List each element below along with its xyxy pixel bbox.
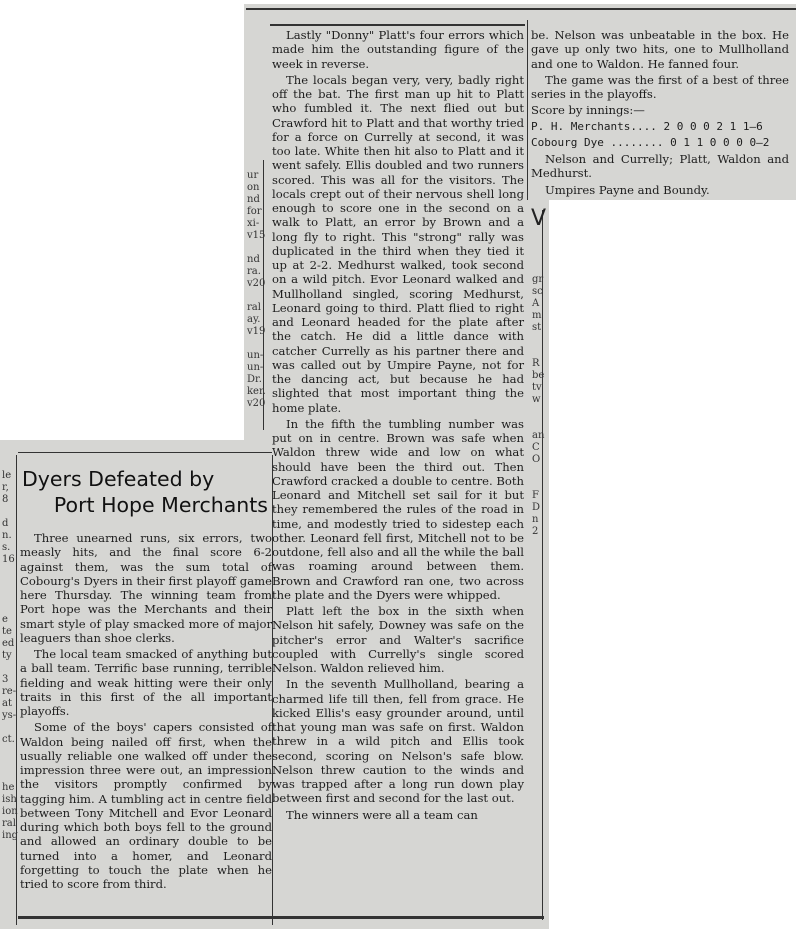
middle-column-rule [270, 24, 525, 26]
line-score-merchants: P. H. Merchants.... 2 0 0 0 2 1 1—6 [531, 119, 763, 133]
adjacent-headline-fragment: V [531, 206, 547, 231]
left-article-column [20, 531, 272, 893]
paragraph: be. Nelson was unbeatable in the box. He gave up only two hits, one to Mullholland and one to Waldon. He fanned four. [531, 28, 789, 71]
middle-article-column [272, 28, 524, 824]
right-article-column [531, 28, 789, 199]
paragraph: Three unearned runs, six errors, two measly hits, and the final score 6-2 against them, was the sum total of Cobourg's Dyers in their first playoff game here Thursday. The winning team from Port hope was the Merchants and their smart style of play smacked more of major leaguers than shoe clerks. [20, 531, 272, 645]
paragraph: Lastly "Donny" Platt's four errors which made him the outstanding figure of the week in reverse. [272, 28, 524, 71]
paragraph: In the seventh Mullholland, bearing a charmed life till then, fell from grace. He kicked Ellis's easy grounder around, until that young man was safe on first. Waldon threw in a wild pitch and Ellis took second, scoring on Nelson's safe blow. Nelson threw caution to the winds and was trapped after a long run down play between first and second for the last out. [272, 677, 524, 806]
line-score-dyers: Cobourg Dye ........ 0 1 1 0 0 0 0—2 [531, 135, 770, 149]
headline-rule [18, 452, 272, 453]
bottom-border-rule [18, 916, 544, 919]
top-border-rule [246, 8, 796, 10]
article-headline [20, 466, 278, 518]
paragraph: Platt left the box in the sixth when Nelson hit safely, Downey was safe on the pitcher's error and Walter's sacrifice coupled with Currelly's single scored Nelson. Waldon relieved him. [272, 604, 524, 675]
umpires-line: Umpires Payne and Boundy. [545, 182, 710, 197]
paragraph: The local team smacked of anything but a ball team. Terrific base running, terrible fielding and weak hitting were their only traits in this first of the all important playoffs. [20, 647, 272, 718]
paragraph: The winners were all a team can [286, 807, 478, 822]
adjacent-column-fragment: ur on nd for xi- v15 nd ra. v20 ral ay. v19 un- un- Dr. ker. v20 [247, 170, 266, 409]
adjacent-column-fragment: le r, 8 d n. s. 16 e te ed ty 3 re- at ys- ct. he ish ion ral ing [2, 470, 19, 841]
paragraph: Some of the boys' capers consisted of Waldon being nailed off first, when the usually reliable one walked off under the impression three were out, an impression the visitors promptly confirmed by tagging him. A tumbling act in centre field between Tony Mitchell and Evor Leonard during which both boys fell to the ground and allowed an ordinary double to be turned into a homer, and Leonard forgetting to touch the plate when he tried to score from third. [20, 720, 272, 891]
headline-line-1: Dyers Defeated by [22, 467, 215, 491]
column-divider-rule [527, 20, 528, 200]
paragraph: The game was the first of a best of three series in the playoffs. [531, 72, 789, 101]
paragraph: In the fifth the tumbling number was put on in centre. Brown was safe when Waldon threw wide and low on what should have been the third out. Then Crawford cracked a double to centre. Both Leonard and Mitchell set sail for it but they remembered the rules of the road in time, and modestly tried to sidestep each other. Leonard fell first, Mitchell not to be outdone, fell also and all the while the ball was roaming around between them. Brown and Crawford ran one, two across the plate and the Dyers were whipped. [272, 416, 524, 602]
score-heading: Score by innings:— [531, 103, 645, 118]
batteries-line: Nelson and Currelly; Platt, Waldon and Medhurst. [531, 152, 789, 181]
headline-line-2: Port Hope Merchants [53, 493, 268, 517]
adjacent-column-fragment: gr sc A m st R be tv w an C O F D n 2 [532, 274, 545, 537]
paragraph: The locals began very, very, badly right off the bat. The first man up hit to Platt who fumbled it. The next flied out but Crawford hit to Platt and that worthy tried for a force on Currelly at second, it was too late. White then hit also to Platt and it went safely. Ellis doubled and two runners scored. This was all for the visitors. The locals crept out of their nervous shell long enough to score one in the second on a walk to Platt, an error by Brown and a long fly to right. This "strong" rally was duplicated in the third when they tied it up at 2-2. Medhurst walked, took second on a wild pitch. Evor Leonard walked and Mullholland singled, scoring Medhurst, Leonard going to third. Platt flied to right and Leonard headed for the plate after the catch. He did a little dance with catcher Currelly as his partner there and was called out by Umpire Payne, not for the dancing act, but because he had slighted that most important thing the home plate. [272, 72, 524, 415]
